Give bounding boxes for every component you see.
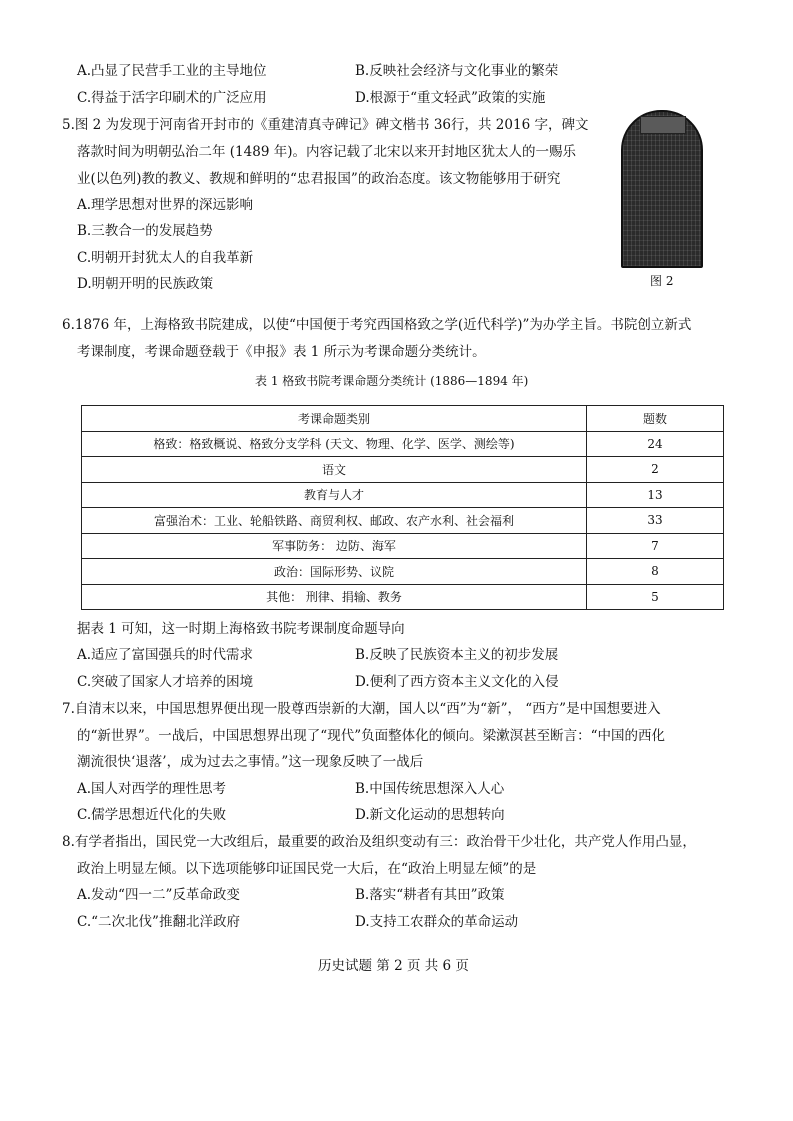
q7-stem-line-1: 7.自清末以来，中国思想界便出现一股尊西崇新的大潮，国人以“西”为“新”， “西方”是中国想要进入 xyxy=(62,701,661,717)
table-row xyxy=(82,457,724,483)
table-header-row xyxy=(82,406,724,432)
q8-option-c: C.“二次北伐”推翻北洋政府 xyxy=(77,914,240,930)
q6-option-c: C.突破了国家人才培养的困境 xyxy=(77,674,254,690)
table-cell-count: 13 xyxy=(587,482,724,508)
figure-2-caption: 图 2 xyxy=(650,274,674,288)
table-row xyxy=(82,431,724,457)
q6-option-d: D.便利了西方资本主义文化的入侵 xyxy=(355,674,559,690)
q5-option-b: B.三教合一的发展趋势 xyxy=(77,223,213,239)
q8-option-a: A.发动“四一二”反革命政变 xyxy=(77,887,240,903)
stele-inscription-header xyxy=(640,116,686,134)
table-cell-category: 军事防务： 边防、海军 xyxy=(82,533,587,559)
table-cell-category: 富强治术：工业、轮船铁路、商贸利权、邮政、农产水利、社会福利 xyxy=(82,508,587,534)
q4-option-d: D.根源于“重文轻武”政策的实施 xyxy=(355,90,546,106)
table-row xyxy=(82,482,724,508)
table-cell-category: 格致：格致概说、格致分支学科 (天文、物理、化学、医学、测绘等) xyxy=(82,431,587,457)
q5-stem-line-1: 5.图 2 为发现于河南省开封市的《重建清真寺碑记》碑文楷书 36行，共 2016 字，碑文 xyxy=(62,117,589,133)
table-header-count: 题数 xyxy=(587,406,724,432)
q5-option-a: A.理学思想对世界的深远影响 xyxy=(77,197,254,213)
table-row xyxy=(82,533,724,559)
table-cell-count: 24 xyxy=(587,431,724,457)
table-cell-count: 8 xyxy=(587,559,724,585)
table-row xyxy=(82,559,724,585)
q8-stem-line-2: 政治上明显左倾。以下选项能够印证国民党一大后，在“政治上明显左倾”的是 xyxy=(77,861,537,877)
q4-option-b: B.反映社会经济与文化事业的繁荣 xyxy=(355,63,559,79)
q5-stem-line-2: 落款时间为明朝弘治二年 (1489 年)。内容记载了北宋以来开封地区犹太人的一赐乐 xyxy=(77,144,576,160)
q8-stem-line-1: 8.有学者指出，国民党一大改组后，最重要的政治及组织变动有三：政治骨干少壮化，共产党人作用凸显， xyxy=(62,834,696,850)
table-cell-count: 2 xyxy=(587,457,724,483)
q7-stem-line-3: 潮流很快‘退落’，成为过去之事情。”这一现象反映了一战后 xyxy=(77,754,424,770)
q6-option-b: B.反映了民族资本主义的初步发展 xyxy=(355,647,559,663)
q8-option-d: D.支持工农群众的革命运动 xyxy=(355,914,519,930)
q6-stem-line-1: 6.1876 年，上海格致书院建成，以使“中国便于考究西国格致之学(近代科学)”为办学主旨。书院创立新式 xyxy=(62,317,692,333)
q6-question: 据表 1 可知，这一时期上海格致书院考课制度命题导向 xyxy=(77,621,405,637)
page-footer: 历史试题 第 2 页 共 6 页 xyxy=(318,958,469,974)
table-cell-count: 33 xyxy=(587,508,724,534)
table-header-category: 考课命题类别 xyxy=(82,406,587,432)
q7-option-d: D.新文化运动的思想转向 xyxy=(355,807,505,823)
q6-option-a: A.适应了富国强兵的时代需求 xyxy=(77,647,254,663)
table-cell-category: 教育与人才 xyxy=(82,482,587,508)
table-cell-category: 政治：国际形势、议院 xyxy=(82,559,587,585)
q7-stem-line-2: 的“新世界”。一战后，中国思想界出现了“现代”负面整体化的倾向。梁漱溟甚至断言：“中国的西化 xyxy=(77,728,666,744)
table-cell-count: 5 xyxy=(587,584,724,610)
q4-option-c: C.得益于活字印刷术的广泛应用 xyxy=(77,90,267,106)
q8-option-b: B.落实“耕者有其田”政策 xyxy=(355,887,505,903)
table-row xyxy=(82,508,724,534)
q7-option-c: C.儒学思想近代化的失败 xyxy=(77,807,227,823)
q7-option-b: B.中国传统思想深入人心 xyxy=(355,781,505,797)
q7-option-a: A.国人对西学的理性思考 xyxy=(77,781,227,797)
table-cell-category: 其他： 刑律、捐输、教务 xyxy=(82,584,587,610)
q6-stem-line-2: 考课制度，考课命题登载于《申报》表 1 所示为考课命题分类统计。 xyxy=(77,344,486,360)
table-1 xyxy=(81,405,724,610)
q5-option-c: C.明朝开封犹太人的自我革新 xyxy=(77,250,254,266)
q4-option-a: A.凸显了民营手工业的主导地位 xyxy=(77,63,267,79)
q5-stem-line-3: 业(以色列)教的教义、教规和鲜明的“忠君报国”的政治态度。该文物能够用于研究 xyxy=(77,171,561,187)
q5-option-d: D.明朝开明的民族政策 xyxy=(77,276,214,292)
table-cell-count: 7 xyxy=(587,533,724,559)
table-cell-category: 语文 xyxy=(82,457,587,483)
table-1-title: 表 1 格致书院考课命题分类统计 (1886—1894 年) xyxy=(255,374,529,388)
table-row xyxy=(82,584,724,610)
